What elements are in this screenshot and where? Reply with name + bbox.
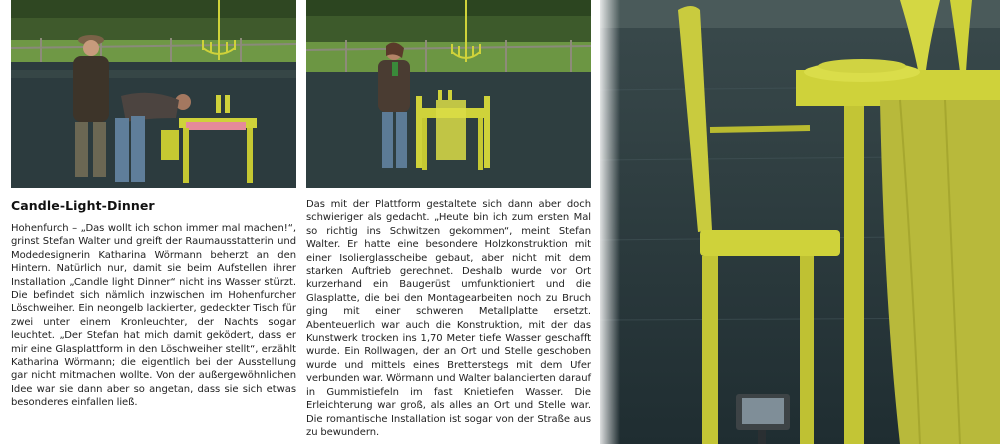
article-title: Candle-Light-Dinner — [11, 198, 155, 213]
article-paragraph-left: Hohenfurch – „Das wollt ich schon immer mal machen!“, grinst Stefan Walter und greift der Raumausstatterin und Modedesignerin Katharina Wörmann beherzt an den Hintern. Natürlich nur, damit sie beim Aufstellen ihrer Installation „Candle light Dinner“ nicht ins Wasser stürzt. Die befindet sich nämlich inzwischen im Hohenfurcher Löschweiher. Ein neongelb lackierter, gedeckter Tisch für zwei unter einem Kronleuchter, der Nachts sogar leuchtet. „Der Stefan hat mich damit geködert, dass er mir eine Glasplattform in den Löschweiher stellt“, erzählt Katharina Wörmann; die eigentlich bei der Ausstellung gar nicht mitmachen wollte. Von der außergewöhnlichen Idee war sie dann aber so angetan, dass sie sich etwas besonderes einfallen ließ. — [11, 223, 296, 409]
photo-chair-closeup — [600, 0, 1000, 444]
article-column-right — [306, 198, 591, 439]
article-paragraph-right: Das mit der Plattform gestaltete sich dann aber doch schwieriger als gedacht. „Heute bin ich zum ersten Mal so richtig ins Schwitzen gekommen“, meint Stefan Walter. Er hatte eine besondere Holzkonstruktion mit einer Isolierglasscheibe gebaut, aber nicht mit dem starken Auftrieb gerechnet. Deshalb wurde vor Ort kurzerhand ein Baugerüst umfunktioniert und die Glasplatte, die bei den Montagearbeiten noch zu Bruch ging mit einer schweren Metallplatte ersetzt. Abenteuerlich war auch die Konstruktion, mit der das Kunstwerk trocken ins 1,70 Meter tiefe Wasser geschafft wurde. Ein Rollwagen, der an Ort und Stelle geschoben wurde und mittels eines Bretterstegs mit dem Ufer verbunden war. Wörmann und Walter balancierten darauf in Gummistiefeln im fast Knietiefen Wasser. Die Erleichterung war groß, als alles an Ort und Stelle war. Die romantische Installation ist sogar von der Straße aus zu bewundern. — [306, 199, 591, 438]
photo-setup-left — [11, 0, 296, 188]
photo-setup-middle — [306, 0, 591, 188]
article-column-left — [11, 198, 296, 410]
